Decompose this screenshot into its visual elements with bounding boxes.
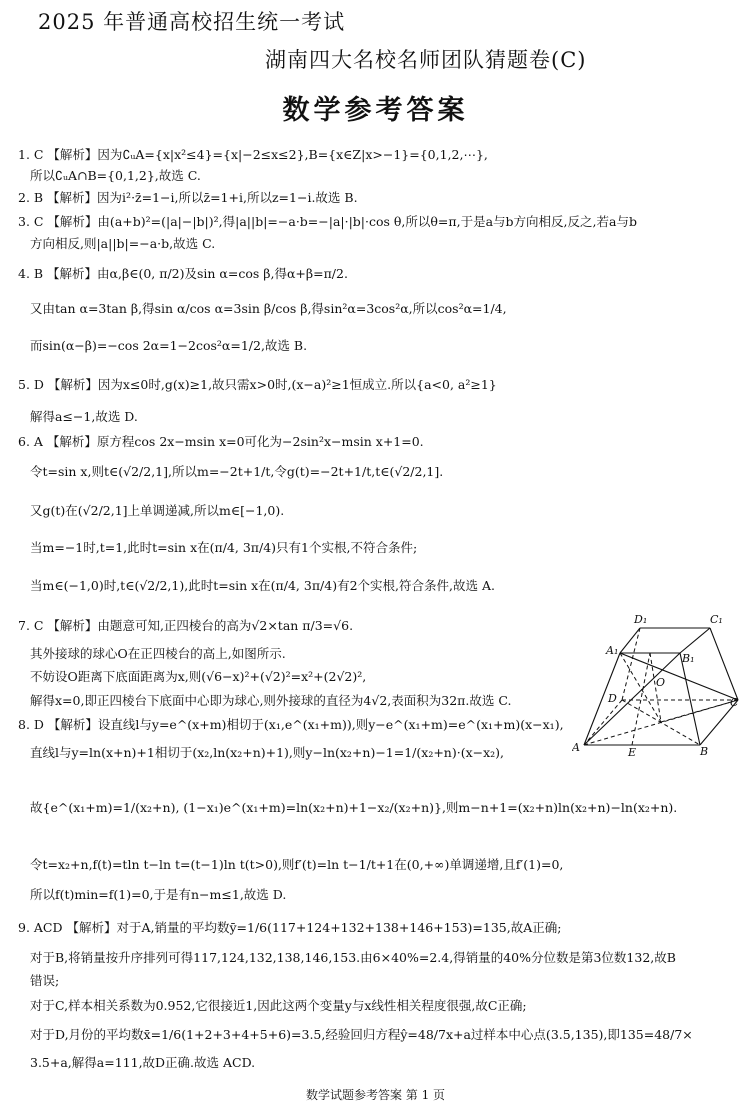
exam-header-line-1: 2025 年普通高校招生统一考试 (38, 10, 346, 34)
vertex-label: D₁ (634, 613, 648, 626)
vertex-label: D (608, 692, 617, 705)
vertex-label: A (572, 741, 580, 754)
answer-line: 对于C,样本相关系数为0.952,它很接近1,因此这两个变量y与x线性相关程度很强,故C正确; (30, 998, 527, 1013)
answer-line: 9. ACD 【解析】对于A,销量的平均数ȳ=1/6(117+124+132+138+146+153)=135,故A正确; (18, 920, 562, 935)
answer-line: 令t=x₂+n,f(t)=tln t−ln t=(t−1)ln t(t>0),则f′(t)=ln t−1/t+1在(0,+∞)单调递增,且f′(1)=0, (30, 857, 564, 872)
vertex-label: A₁ (606, 644, 619, 657)
answer-line: 7. C 【解析】由题意可知,正四棱台的高为√2×tan π/3=√6. (18, 618, 354, 633)
answer-line: 其外接球的球心O在正四棱台的高上,如图所示. (30, 646, 286, 661)
answer-line: 解得x=0,即正四棱台下底面中心即为球心,则外接球的直径为4√2,表面积为32π.故选 C. (30, 693, 512, 708)
frustum-figure (572, 608, 744, 758)
exam-header-line-2: 湖南四大名校名师团队猜题卷(C) (265, 48, 587, 72)
vertex-label: B (700, 745, 709, 758)
answer-line: 对于D,月份的平均数x̄=1/6(1+2+3+4+5+6)=3.5,经验回归方程ŷ=48/7x+a过样本中心点(3.5,135),即135=48/7× (30, 1027, 693, 1042)
answer-line: 所以∁ᵤA∩B={0,1,2},故选 C. (30, 168, 201, 183)
page-title: 数学参考答案 (282, 95, 469, 126)
answer-line: 所以f(t)min=f(1)=0,于是有n−m≤1,故选 D. (30, 887, 287, 902)
answer-line: 4. B 【解析】由α,β∈(0, π/2)及sin α=cos β,得α+β=π/2. (18, 266, 348, 281)
vertex-label: B₁ (682, 652, 695, 665)
answer-line: 2. B 【解析】因为i²·z̄=1−i,所以z̄=1+i,所以z=1−i.故选 B. (18, 190, 358, 205)
vertex-label: O (656, 676, 666, 689)
answer-line: 6. A 【解析】原方程cos 2x−msin x=0可化为−2sin²x−msin x+1=0. (18, 434, 424, 449)
answer-line: 1. C 【解析】因为∁ᵤA={x|x²≤4}={x|−2≤x≤2},B={x∈Z|x>−1}={0,1,2,⋯}, (18, 147, 488, 162)
answer-line: 而sin(α−β)=−cos 2α=1−2cos²α=1/2,故选 B. (30, 338, 308, 353)
answer-line: 解得a≤−1,故选 D. (30, 409, 138, 424)
answer-line: 直线l与y=ln(x+n)+1相切于(x₂,ln(x₂+n)+1),则y−ln(x₂+n)−1=1/(x₂+n)·(x−x₂), (30, 745, 505, 760)
page-footer: 数学试题参考答案 第 1 页 (305, 1088, 446, 1102)
answer-line: 方向相反,则|a||b|=−a·b,故选 C. (30, 236, 216, 251)
answer-line: 错误; (30, 973, 60, 988)
answer-line: 不妨设O距离下底面距离为x,则(√6−x)²+(√2)²=x²+(2√2)², (30, 669, 367, 684)
answer-line: 当m=−1时,t=1,此时t=sin x在(π/4, 3π/4)只有1个实根,不符合条件; (30, 540, 418, 555)
answer-line: 3. C 【解析】由(a+b)²=(|a|−|b|)²,得|a||b|=−a·b=−|a|·|b|·cos θ,所以θ=π,于是a与b方向相反,反之,若a与b (18, 214, 637, 229)
vertex-label: C₁ (710, 613, 723, 626)
vertex-label: E (628, 746, 637, 758)
answer-line: 对于B,将销量按升序排列可得117,124,132,138,146,153.由6×40%=2.4,得销量的40%分位数是第3位数132,故B (30, 950, 676, 965)
answer-line: 故{e^(x₁+m)=1/(x₂+n), (1−x₁)e^(x₁+m)=ln(x₂+n)+1−x₂/(x₂+n)},则m−n+1=(x₂+n)ln(x₂+n)−ln(x₂+n). (30, 800, 678, 815)
answer-line: 3.5+a,解得a=111,故D正确.故选 ACD. (30, 1055, 256, 1070)
answer-line: 又g(t)在(√2/2,1]上单调递减,所以m∈[−1,0). (30, 503, 285, 518)
answer-line: 又由tan α=3tan β,得sin α/cos α=3sin β/cos β,得sin²α=3cos²α,所以cos²α=1/4, (30, 301, 507, 316)
answer-line: 8. D 【解析】设直线l与y=e^(x+m)相切于(x₁,e^(x₁+m)),则y−e^(x₁+m)=e^(x₁+m)(x−x₁), (18, 717, 564, 732)
vertex-label: C (730, 696, 739, 709)
answer-line: 当m∈(−1,0)时,t∈(√2/2,1),此时t=sin x在(π/4, 3π/4)有2个实根,符合条件,故选 A. (30, 578, 495, 593)
answer-line: 令t=sin x,则t∈(√2/2,1],所以m=−2t+1/t,令g(t)=−2t+1/t,t∈(√2/2,1]. (30, 464, 444, 479)
answer-line: 5. D 【解析】因为x≤0时,g(x)≥1,故只需x>0时,(x−a)²≥1恒成立.所以{a<0, a²≥1} (18, 377, 497, 392)
